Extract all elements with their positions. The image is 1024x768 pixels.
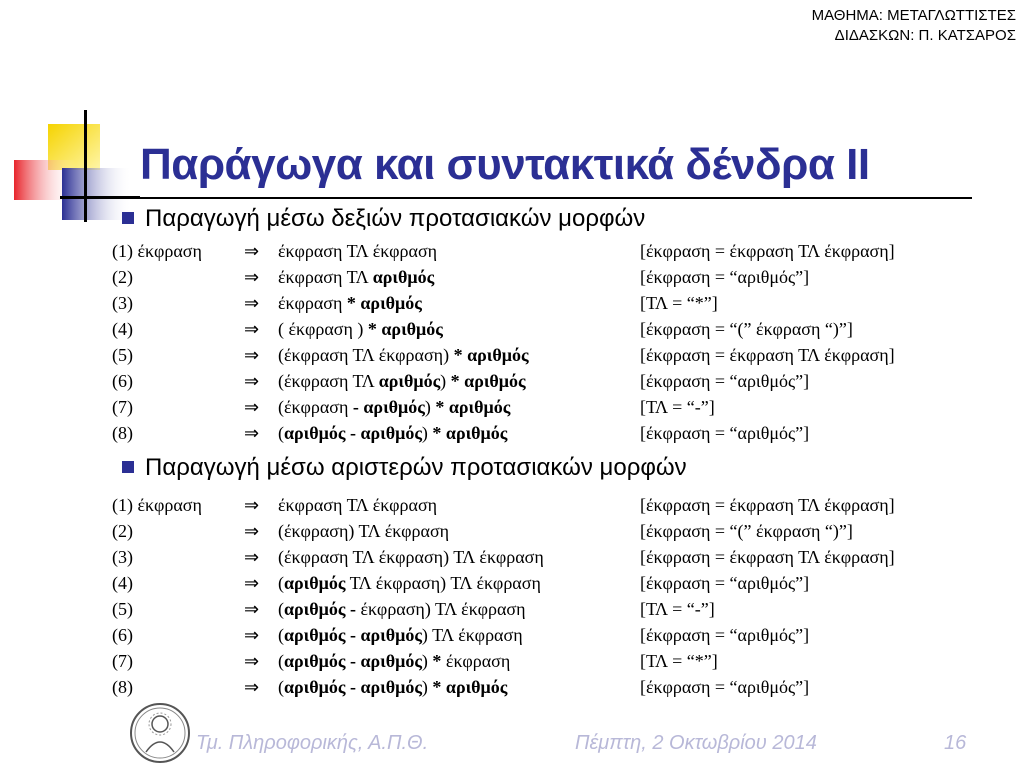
- step-number: (3): [112, 547, 133, 567]
- footer-department: Τμ. Πληροφορικής, Α.Π.Θ.: [196, 732, 429, 754]
- derives-arrow-icon: ⇒: [244, 521, 260, 541]
- production-rule: [έκφραση = “αριθμός”]: [640, 371, 810, 391]
- derives-arrow-icon: ⇒: [244, 241, 260, 261]
- production-rule: [έκφραση = “αριθμός”]: [640, 423, 810, 443]
- step-number: (1) έκφραση: [112, 241, 202, 261]
- footer-date: Πέμπτη, 2 Οκτωβρίου 2014: [575, 732, 817, 754]
- step-number: (3): [112, 293, 133, 313]
- step-number: (8): [112, 423, 133, 443]
- step-number: (4): [112, 573, 133, 593]
- derives-arrow-icon: ⇒: [244, 677, 260, 697]
- section-heading-left: Παραγωγή μέσω αριστερών προτασιακών μορφών: [145, 454, 687, 481]
- sentential-form: (αριθμός - αριθμός) * αριθμός: [278, 677, 508, 697]
- derives-arrow-icon: ⇒: [244, 547, 260, 567]
- production-rule: [ΤΛ = “*”]: [640, 293, 718, 313]
- sentential-form: έκφραση ΤΛ έκφραση: [278, 495, 438, 515]
- sentential-form: (αριθμός - αριθμός) * αριθμός: [278, 423, 508, 443]
- title-underline: [60, 197, 972, 199]
- production-rule: [έκφραση = έκφραση ΤΛ έκφραση]: [640, 547, 895, 567]
- production-rule: [έκφραση = έκφραση ΤΛ έκφραση]: [640, 241, 895, 261]
- sentential-form: (έκφραση ΤΛ έκφραση) * αριθμός: [278, 345, 529, 365]
- production-rule: [έκφραση = “αριθμός”]: [640, 573, 810, 593]
- derives-arrow-icon: ⇒: [244, 573, 260, 593]
- course-header: [812, 6, 1016, 46]
- step-number: (6): [112, 371, 133, 391]
- decorative-squares-graphic: [0, 0, 140, 230]
- step-number: (1) έκφραση: [112, 495, 202, 515]
- university-seal-icon: [128, 702, 192, 764]
- step-number: (6): [112, 625, 133, 645]
- production-rule: [έκφραση = έκφραση ΤΛ έκφραση]: [640, 495, 895, 515]
- production-rule: [ΤΛ = “*”]: [640, 651, 718, 671]
- derives-arrow-icon: ⇒: [244, 293, 260, 313]
- sentential-form: (αριθμός ΤΛ έκφραση) ΤΛ έκφραση: [278, 573, 541, 593]
- step-number: (2): [112, 267, 133, 287]
- derives-arrow-icon: ⇒: [244, 651, 260, 671]
- production-rule: [έκφραση = “αριθμός”]: [640, 625, 810, 645]
- sentential-form: (αριθμός - έκφραση) ΤΛ έκφραση: [278, 599, 526, 619]
- sentential-form: (έκφραση ΤΛ αριθμός) * αριθμός: [278, 371, 526, 391]
- sentential-form: (αριθμός - αριθμός) * έκφραση: [278, 651, 511, 671]
- sentential-form: έκφραση ΤΛ αριθμός: [278, 267, 435, 287]
- footer-page-number: 16: [944, 732, 967, 754]
- production-rule: [έκφραση = έκφραση ΤΛ έκφραση]: [640, 345, 895, 365]
- sentential-form: έκφραση ΤΛ έκφραση: [278, 241, 438, 261]
- derives-arrow-icon: ⇒: [244, 625, 260, 645]
- production-rule: [έκφραση = “(” έκφραση “)”]: [640, 521, 853, 541]
- step-number: (2): [112, 521, 133, 541]
- derives-arrow-icon: ⇒: [244, 397, 260, 417]
- derives-arrow-icon: ⇒: [244, 423, 260, 443]
- production-rule: [ΤΛ = “-”]: [640, 599, 715, 619]
- production-rule: [ΤΛ = “-”]: [640, 397, 715, 417]
- production-rule: [έκφραση = “αριθμός”]: [640, 677, 810, 697]
- production-rule: [έκφραση = “(” έκφραση “)”]: [640, 319, 853, 339]
- derives-arrow-icon: ⇒: [244, 319, 260, 339]
- sentential-form: έκφραση * αριθμός: [278, 293, 422, 313]
- step-number: (7): [112, 397, 133, 417]
- derives-arrow-icon: ⇒: [244, 495, 260, 515]
- derives-arrow-icon: ⇒: [244, 599, 260, 619]
- sentential-form: (έκφραση) ΤΛ έκφραση: [278, 521, 450, 541]
- step-number: (5): [112, 599, 133, 619]
- slide-title: Παράγωγα και συντακτικά δένδρα ΙΙ: [140, 140, 870, 189]
- derives-arrow-icon: ⇒: [244, 267, 260, 287]
- derives-arrow-icon: ⇒: [244, 371, 260, 391]
- section-heading-right: Παραγωγή μέσω δεξιών προτασιακών μορφών: [145, 205, 646, 232]
- derives-arrow-icon: ⇒: [244, 345, 260, 365]
- sentential-form: (αριθμός - αριθμός) ΤΛ έκφραση: [278, 625, 523, 645]
- sentential-form: (έκφραση ΤΛ έκφραση) ΤΛ έκφραση: [278, 547, 544, 567]
- sentential-form: ( έκφραση ) * αριθμός: [278, 319, 443, 339]
- section-bullet: [122, 212, 134, 224]
- production-rule: [έκφραση = “αριθμός”]: [640, 267, 810, 287]
- step-number: (5): [112, 345, 133, 365]
- sentential-form: (έκφραση - αριθμός) * αριθμός: [278, 397, 511, 417]
- section-bullet: [122, 461, 134, 473]
- course-title: ΜΑΘΗΜΑ: ΜΕΤΑΓΛΩΤΤΙΣΤΕΣ: [811, 7, 1016, 24]
- step-number: (8): [112, 677, 133, 697]
- step-number: (7): [112, 651, 133, 671]
- step-number: (4): [112, 319, 133, 339]
- instructor-name: ΔΙΔΑΣΚΩΝ: Π. ΚΑΤΣΑΡΟΣ: [834, 27, 1016, 44]
